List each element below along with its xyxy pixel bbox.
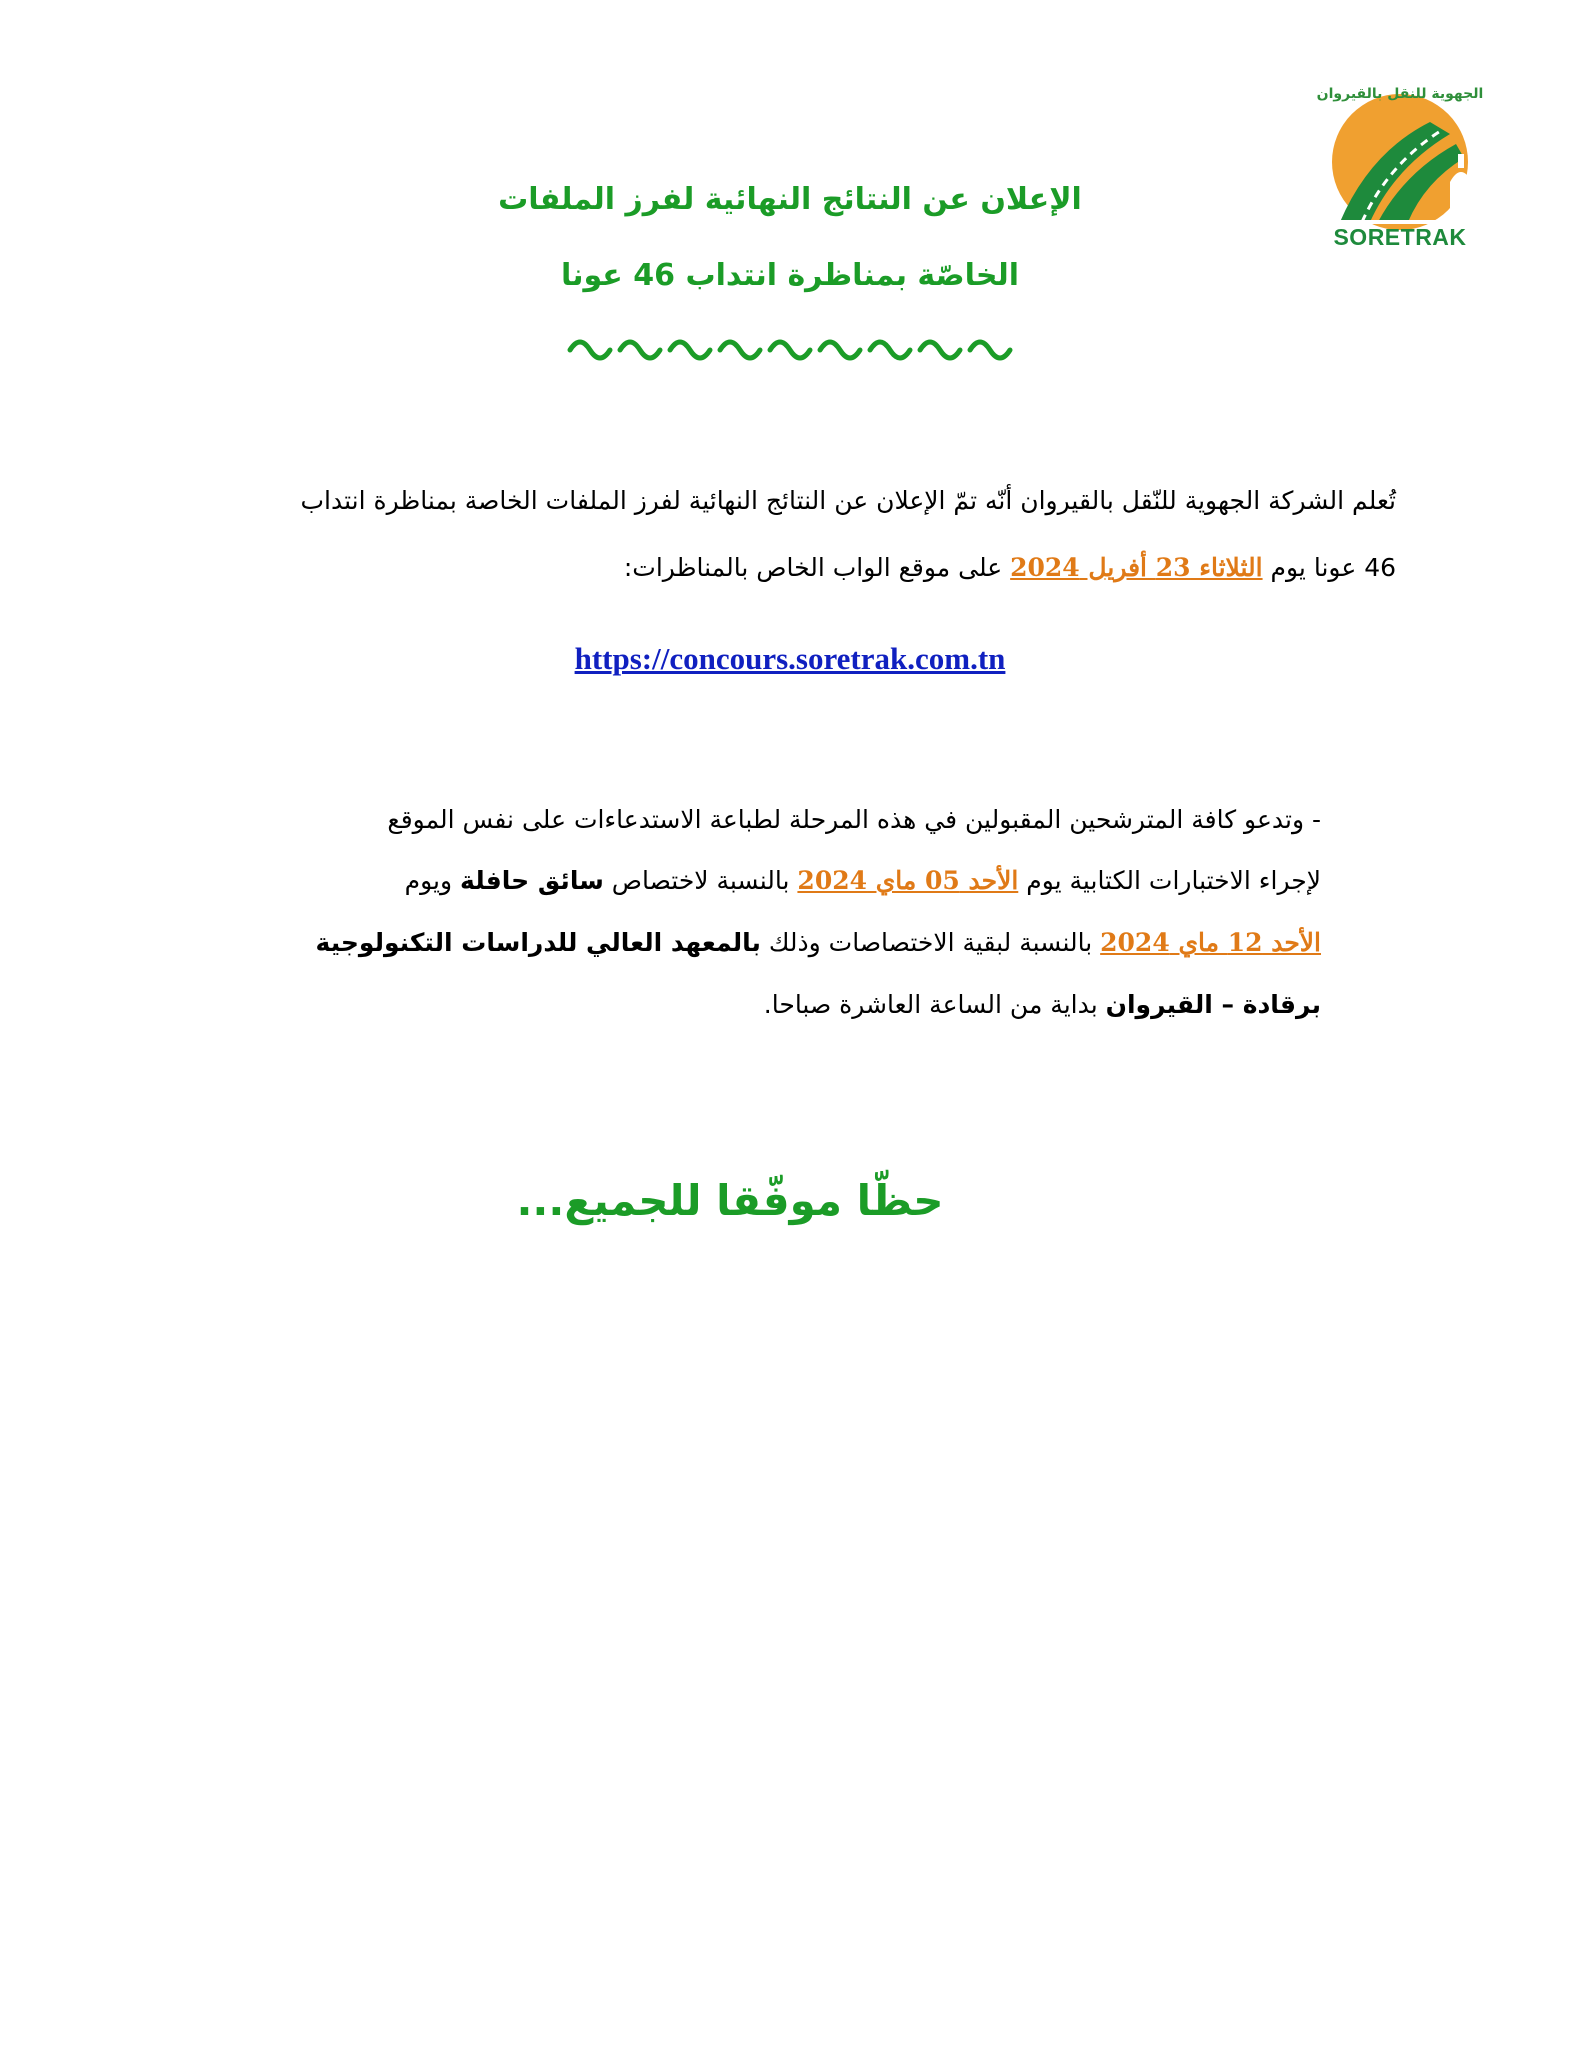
body-text: بداية من الساعة العاشرة صباحا. bbox=[763, 990, 1098, 1019]
intro-text-a: 46 عونا يوم bbox=[1270, 553, 1396, 582]
body-line-1: - وتدعو كافة المترشحين المقبولين في هذه المرحلة لطباعة الاستدعاءات على نفس الموقع bbox=[387, 805, 1321, 834]
ornament-divider bbox=[560, 330, 1020, 368]
intro-text-b: على موقع الواب الخاص بالمناظرات: bbox=[623, 553, 1003, 582]
body-text: لإجراء الاختبارات الكتابية يوم bbox=[1026, 866, 1321, 895]
concours-link[interactable]: https://concours.soretrak.com.tn bbox=[574, 641, 1006, 676]
title-line-1: الإعلان عن النتائج النهائية لفرز الملفات bbox=[498, 182, 1082, 217]
body-text: ويوم bbox=[404, 866, 453, 895]
body-text: بالنسبة لبقية الاختصاصات وذلك bbox=[768, 928, 1093, 957]
body-line-2 bbox=[241, 866, 1321, 895]
intro-line-1: تُعلم الشركة الجهوية للنّقل بالقيروان أنّه تمّ الإعلان عن النتائج النهائية لفرز الملفات الخاصة بمناظرة انتداب bbox=[300, 486, 1396, 515]
exam-location: برقادة – القيروان bbox=[1105, 990, 1321, 1019]
specialty-bus-driver: سائق حافلة bbox=[460, 866, 604, 895]
exam-date-2: الأحد 12 ماي 2024 bbox=[1100, 928, 1321, 957]
logo-wordmark: SORETRAK bbox=[1333, 224, 1467, 250]
title-line-2: الخاصّة بمناظرة انتداب 46 عونا bbox=[560, 258, 1020, 293]
ornament-icon bbox=[560, 330, 1020, 368]
publication-date: الثلاثاء 23 أفريل 2024 bbox=[1010, 553, 1263, 582]
logo-arc-text: الجهوية للنقل بالقيروان bbox=[1316, 86, 1484, 102]
exam-date-1: الأحد 05 ماي 2024 bbox=[797, 866, 1019, 895]
body-line-4 bbox=[241, 990, 1321, 1019]
intro-line-2 bbox=[176, 553, 1396, 582]
soretrak-logo bbox=[1300, 82, 1500, 260]
exam-venue: بالمعهد العالي للدراسات التكنولوجية bbox=[315, 928, 761, 957]
closing-wish: حظّا موفّقا للجميع... bbox=[516, 1176, 944, 1225]
body-text: بالنسبة لاختصاص bbox=[611, 866, 790, 895]
body-line-3 bbox=[241, 928, 1321, 957]
